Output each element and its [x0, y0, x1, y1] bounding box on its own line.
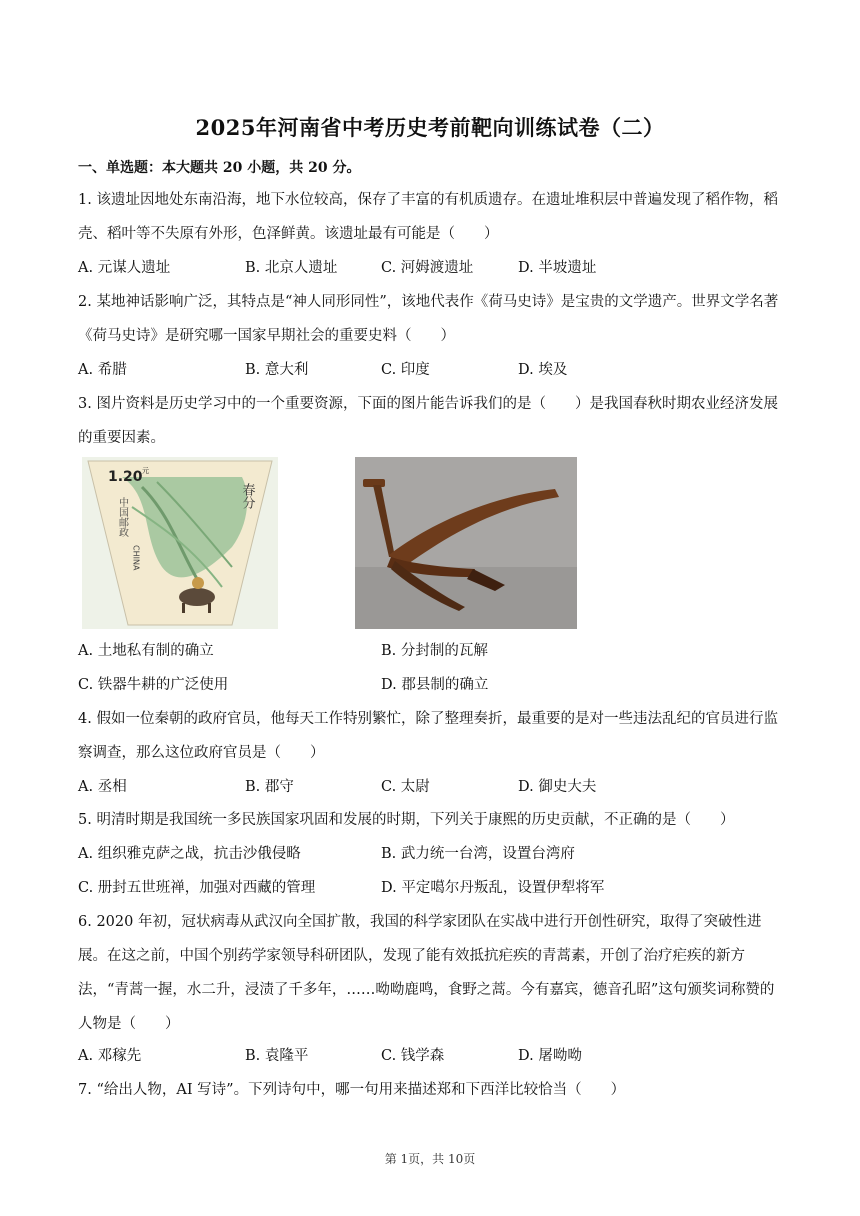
question-5-options-row-2 [78, 871, 782, 905]
iron-plough-image [355, 457, 577, 629]
option-c[interactable]: C. 印度 [381, 362, 430, 378]
option-d[interactable]: D. 屠呦呦 [518, 1048, 582, 1064]
option-c[interactable]: C. 太尉 [381, 779, 430, 795]
stamp-currency: 元 [142, 467, 149, 475]
question-4-options [78, 770, 782, 804]
question-3-options-row-1 [78, 634, 782, 668]
question-5-options-row-1 [78, 837, 782, 871]
option-c[interactable]: C. 河姆渡遗址 [381, 260, 474, 276]
question-3-stem: 3. 图片资料是历史学习中的一个重要资源，下面的图片能告诉我们的是（ ）是我国春秋时期农业经济发展的重要因素。 [78, 396, 778, 446]
question-5-stem: 5. 明清时期是我国统一多民族国家巩固和发展的时期，下列关于康熙的历史贡献，不正确的是（ ） [78, 812, 735, 828]
option-a[interactable]: A. 希腊 [78, 362, 127, 378]
question-4-stem: 4. 假如一位秦朝的政府官员，他每天工作特别繁忙，除了整理奏折，最重要的是对一些违法乱纪的官员进行监察调查，那么这位政府官员是（ ） [78, 711, 778, 761]
option-a[interactable]: A. 土地私有制的确立 [78, 643, 214, 659]
stamp-price: 1.20 [108, 469, 143, 485]
option-c[interactable]: C. 册封五世班禅，加强对西藏的管理 [78, 880, 316, 896]
spring-equinox-stamp-image [82, 457, 278, 629]
question-2-options [78, 353, 782, 387]
question-3-options-row-2 [78, 668, 782, 702]
option-d[interactable]: D. 半坡遗址 [518, 260, 597, 276]
option-a[interactable]: A. 组织雅克萨之战，抗击沙俄侵略 [78, 846, 301, 862]
stamp-country-en: CHINA [131, 545, 141, 571]
question-6-options [78, 1039, 782, 1073]
option-b[interactable]: B. 郡守 [245, 779, 294, 795]
option-b[interactable]: B. 分封制的瓦解 [381, 643, 488, 659]
page-title: 2025年河南省中考历史考前靶向训练试卷（二） [195, 115, 665, 140]
option-c[interactable]: C. 钱学森 [381, 1048, 445, 1064]
stamp-country: 中国邮政 [116, 497, 128, 537]
option-b[interactable]: B. 意大利 [245, 362, 309, 378]
option-d[interactable]: D. 郡县制的确立 [381, 677, 489, 693]
option-d[interactable]: D. 平定噶尔丹叛乱，设置伊犁将军 [381, 880, 605, 896]
option-b[interactable]: B. 袁隆平 [245, 1048, 309, 1064]
question-1-stem: 1. 该遗址因地处东南沿海，地下水位较高，保存了丰富的有机质遗存。在遗址堆积层中普遍发现了稻作物，稻壳、稻叶等不失原有外形，色泽鲜黄。该遗址最有可能是（ ） [78, 192, 778, 242]
question-6-stem: 6. 2020 年初，冠状病毒从武汉向全国扩散，我国的科学家团队在实战中进行开创性研究，取得了突破性进展。在这之前，中国个别药学家领导科研团队，发现了能有效抵抗疟疾的青蒿素，开创了治疗疟疾的新方法，“青蒿一握，水二升，浸渍了千多年，……呦呦鹿鸣，食野之蒿。今有嘉宾，德音孔昭”这句颁奖词称赞的人物是（ ） [78, 914, 775, 1032]
option-a[interactable]: A. 邓稼先 [78, 1048, 142, 1064]
option-a[interactable]: A. 元谋人遗址 [78, 260, 171, 276]
stamp-season: 春分 [239, 483, 255, 509]
page-footer: 第 1页，共 10页 [384, 1152, 476, 1166]
option-c[interactable]: C. 铁器牛耕的广泛使用 [78, 677, 229, 693]
option-b[interactable]: B. 北京人遗址 [245, 260, 338, 276]
option-a[interactable]: A. 丞相 [78, 779, 127, 795]
option-d[interactable]: D. 埃及 [518, 362, 568, 378]
question-7-stem: 7. “给出人物，AI 写诗”。下列诗句中，哪一句用来描述郑和下西洋比较恰当（ ） [78, 1082, 626, 1098]
question-2-stem: 2. 某地神话影响广泛，其特点是“神人同形同性”，该地代表作《荷马史诗》是宝贵的文学遗产。世界文学名著《荷马史诗》是研究哪一国家早期社会的重要史料（ ） [78, 294, 779, 344]
section-heading: 一、单选题：本大题共 20 小题，共 20 分。 [78, 160, 361, 176]
option-b[interactable]: B. 武力统一台湾，设置台湾府 [381, 846, 575, 862]
option-d[interactable]: D. 御史大夫 [518, 779, 597, 795]
question-1-options [78, 251, 782, 285]
